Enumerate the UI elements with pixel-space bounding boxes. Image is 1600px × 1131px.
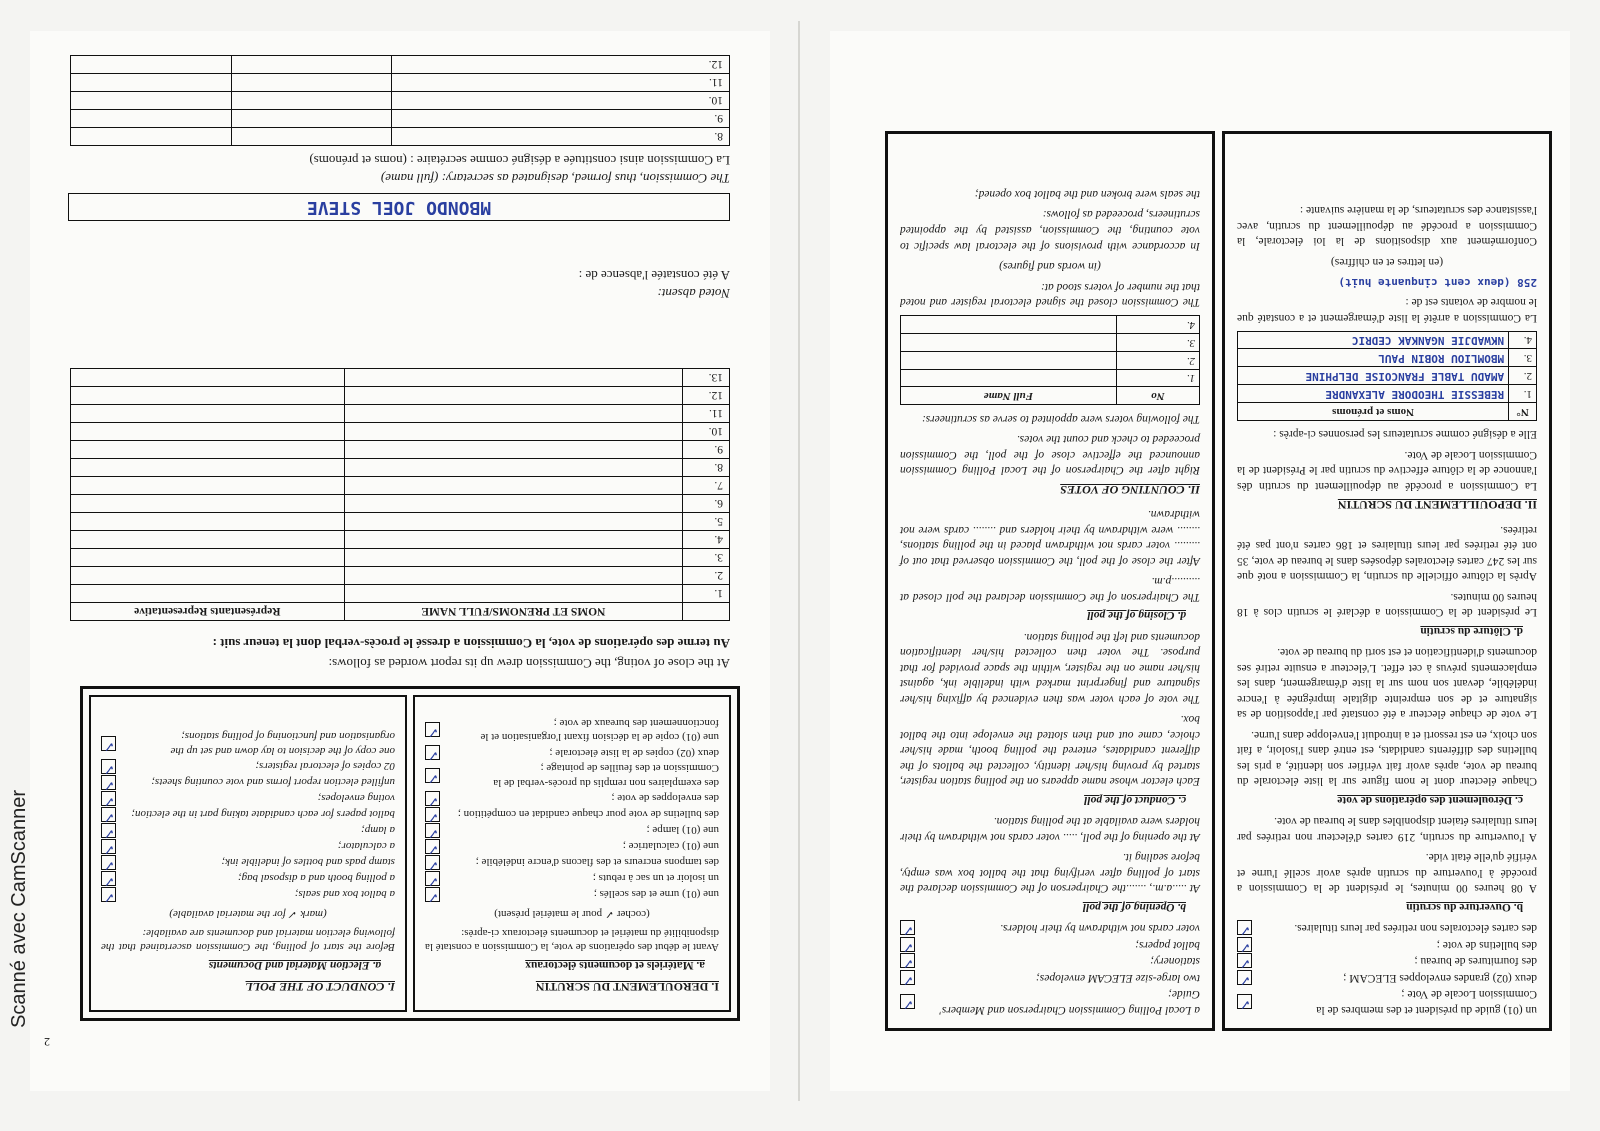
- row-number: 5.: [683, 513, 730, 531]
- checklist-item: [101, 839, 395, 854]
- rep-cell: [71, 441, 345, 459]
- checkbox-icon: [425, 823, 440, 838]
- checkbox-icon: [1237, 937, 1252, 952]
- table-row: [71, 110, 730, 128]
- checkbox-icon: [1237, 994, 1252, 1009]
- opening-text-en: At .....a.m., .......the Chairperson of the Commission declared the start of polling after verifying that the ballot box was empty, before sealing it.: [900, 851, 1200, 895]
- rep-cell: [71, 513, 345, 531]
- conduct-text-fr: Chaque électeur dont le nom figure sur la liste électorale du bureau de vote, après avoir fait vérifier son identité, a pris les bulletins des différents candidats, est entré dans l'isoloir, a fait son choix, en est ressorti et a introduit l'enveloppe dans l'urne.: [1237, 728, 1537, 788]
- checklist-item: [425, 871, 719, 886]
- material-french: [413, 695, 731, 1012]
- checklist-item: [101, 791, 395, 806]
- checkbox-icon: [425, 887, 440, 902]
- row-number: 8.: [392, 128, 730, 146]
- checklist-item: [101, 729, 395, 758]
- checklist-item-label: une (01) copie de la décision fixant l'organisation et le fonctionnement des bureaux de vote ;: [480, 716, 719, 743]
- checkbox-icon: [900, 970, 915, 985]
- checklist-item-label: a ballot box and seals;: [294, 888, 395, 901]
- french-material-list: [1237, 920, 1537, 1017]
- checklist-item: [900, 936, 1200, 952]
- checkbox-icon: [425, 839, 440, 854]
- final-text-en: In accordance with provisions of the electoral law specific to vote counting, the Commission, assisted by the appointed scrutineers, proceeded as follows:: [900, 208, 1200, 252]
- checkbox-icon: [1237, 920, 1252, 935]
- table-row: [71, 423, 730, 441]
- rep-cell: [71, 495, 345, 513]
- checkbox-icon: [101, 855, 116, 870]
- checklist-item-label: stationery;: [1150, 955, 1200, 968]
- opening-text2-fr: A l'ouverture du scrutin, 219 cartes d'électeur non retirées par leurs titulaires étaient disponibles dans le bureau de vote.: [1237, 815, 1537, 843]
- checklist-item: [425, 745, 719, 760]
- scrutineers-table-fr: [1237, 331, 1537, 421]
- checklist-item: [900, 969, 1200, 985]
- name-cell: [344, 369, 682, 387]
- checkbox-icon: [101, 839, 116, 854]
- section-title-en: I. CONDUCT OF THE POLL: [245, 980, 395, 994]
- table-row: [71, 549, 730, 567]
- row-number: 1.: [683, 585, 730, 603]
- reps-col-no: [683, 603, 730, 621]
- table-row: [71, 56, 730, 74]
- material-checklist-en: [101, 729, 395, 902]
- voters-text-fr: La Commission a arrêté la liste d'émargement et a constaté que le nombre de votants est de :: [1237, 296, 1537, 324]
- row-number: 10.: [683, 423, 730, 441]
- counting-text2-en: The following voters were appointed to serve as scrutineers:: [921, 412, 1200, 425]
- row-number: 2.: [683, 567, 730, 585]
- table-row: [71, 513, 730, 531]
- opening-text-fr: A 08 heures 00 minutes, le président de la Commission a procédé à l'ouverture du scrutin après avoir scellé l'urne et vérifié qu'elle était vide.: [1237, 851, 1537, 895]
- table-row: [71, 405, 730, 423]
- minutes-page: [830, 31, 1570, 1091]
- checklist-item: [1237, 936, 1537, 952]
- checkbox-icon: [101, 807, 116, 822]
- checklist-item: [425, 839, 719, 854]
- role-cell: [71, 74, 232, 92]
- sub-a-title-en: a. Election Material and Documents: [208, 959, 381, 972]
- checkbox-icon: [101, 775, 116, 790]
- checkbox-icon: [425, 871, 440, 886]
- checklist-item-label: un isoloir et un sac à rebuts ;: [592, 872, 719, 885]
- checklist-item-label: deux (02) grandes enveloppes ELECAM ;: [1343, 971, 1537, 984]
- members-table: [70, 55, 730, 146]
- checkbox-icon: [101, 887, 116, 902]
- checklist-item: [425, 761, 719, 790]
- sub-a-text-en: Before the start of polling, the Commission ascertained that the following election material and documents are available:: [101, 927, 395, 954]
- table-row: [71, 495, 730, 513]
- checklist-item: [425, 823, 719, 838]
- material-checklist-fr: [425, 715, 719, 901]
- name-cell: [344, 567, 682, 585]
- checklist-item: [1237, 920, 1537, 936]
- role-cell: [71, 128, 232, 146]
- name-cell: [231, 128, 392, 146]
- row-number: 12.: [392, 56, 730, 74]
- absent-fr: A été constatée l'absence de :: [578, 268, 730, 283]
- english-column: [885, 131, 1215, 1031]
- rep-cell: [71, 405, 345, 423]
- reps-col-name: NOMS ET PRENOMS/FULL NAME: [344, 603, 682, 621]
- checkbox-icon: [101, 871, 116, 886]
- table-row: [71, 92, 730, 110]
- secretary-name: MBONDO JOEL STEVE: [306, 197, 492, 218]
- name-cell: [344, 387, 682, 405]
- checklist-item-label: une (01) lampe ;: [646, 824, 719, 837]
- closing-title-en: d. Closing of the poll: [1087, 609, 1186, 622]
- checklist-item: [425, 807, 719, 822]
- checklist-item-label: des cartes électorales non retirées par leurs titulaires.: [1294, 922, 1537, 935]
- voters-hint-fr: (en lettres et en chiffres): [1330, 255, 1444, 268]
- conduct-text2-en: The vote of each voter was then evidenced by affixing his/her signature and fingerprint marked with indelible ink, against his/her name on the register, within the space provided for that purpose. The voter then collected his/her identification documents and left the polling station.: [900, 630, 1200, 705]
- rep-cell: [71, 387, 345, 405]
- sub-a-text-fr: Avant le début des opérations de vote, la Commission a constaté la disponibilité du matériel et documents électoraux ci-après:: [425, 927, 719, 954]
- checklist-item: [900, 953, 1200, 969]
- table-row: 3.: [901, 333, 1200, 351]
- row-number: 8.: [683, 459, 730, 477]
- checklist-item-label: ballot papers for each candidate taking part in the election;: [131, 808, 395, 821]
- checkbox-icon: [425, 791, 440, 806]
- checkbox-icon: [900, 920, 915, 935]
- conduct-text2-fr: Le vote de chaque électeur a été constaté par l'apposition de sa signature et de son empreinte digitale imprégnée à l'encre indélébile, devant son nom sur la liste d'émargement, dans les emplacements prévus à cet effet. L'électeur a ensuite retiré ses documents d'identification et est sorti du bureau de vote.: [1237, 646, 1537, 721]
- checklist-item-label: des tampons encreurs et des flacons d'encre indélébile ;: [475, 856, 719, 869]
- checklist-item-label: des exemplaires non remplis du procès-verbal de la Commission et des feuilles de pointage ;: [493, 762, 719, 789]
- material-section: [80, 686, 740, 1021]
- row-number: 12.: [683, 387, 730, 405]
- checklist-item: [900, 986, 1200, 1017]
- french-column: [1222, 131, 1552, 1031]
- camscanner-watermark: Scanné avec CamScanner: [8, 790, 30, 1028]
- checklist-item: [425, 855, 719, 870]
- row-number: 13.: [683, 369, 730, 387]
- checklist-item-label: des bulletins de vote pour chaque candidat en compétition ;: [457, 808, 719, 821]
- row-number: 9.: [683, 441, 730, 459]
- name-cell: [344, 585, 682, 603]
- checkbox-icon: [425, 855, 440, 870]
- checkbox-icon: [101, 759, 116, 774]
- reps-col-rep: Représentants Representative: [71, 603, 345, 621]
- table-row: 3. MBOMLIOU ROBIN PAUL: [1238, 349, 1537, 367]
- checklist-item: [101, 855, 395, 870]
- table-row: [71, 387, 730, 405]
- section-title-fr: I. DEROULEMENT DU SCRUTIN: [535, 980, 719, 994]
- checklist-item-label: a Local Polling Commission Chairperson and Members' Guide;: [939, 988, 1200, 1016]
- page-fold: [798, 21, 800, 1101]
- checklist-item-label: un (01) guide du président et des membres de la Commission Locale de Vote ;: [1316, 988, 1537, 1016]
- counting-text-en: Right after the Chairperson of the Local Polling Commission announced the effective close of the poll, the Commission proceeded to check and count the votes.: [900, 433, 1200, 477]
- checklist-item-label: unfilled election report forms and vote counting sheets;: [151, 776, 395, 789]
- checkbox-icon: [900, 953, 915, 968]
- table-row: 4.: [901, 316, 1200, 334]
- rep-cell: [71, 423, 345, 441]
- checkbox-icon: [101, 823, 116, 838]
- role-cell: [71, 92, 232, 110]
- checklist-item: [1237, 986, 1537, 1017]
- checklist-item-label: ballot papers;: [1135, 938, 1200, 951]
- table-row: [71, 459, 730, 477]
- rep-cell: [71, 477, 345, 495]
- conduct-title-fr: c. Déroulement des opérations de vote: [1337, 793, 1523, 806]
- checklist-item: [1237, 969, 1537, 985]
- final-item-en: the seals were broken and the ballot box opened;: [974, 187, 1200, 200]
- col-name: Noms et prénoms: [1238, 402, 1509, 420]
- checklist-item-label: des bulletins de vote ;: [1436, 938, 1537, 951]
- conduct-text-en: Each elector whose name appears on the polling station register, started by proving his/her identity, collected the ballots of the different candidates, entered the polling booth, made his/her choice, came out and then slotted the envelope into the ballot box.: [900, 713, 1200, 788]
- row-number: 3.: [683, 549, 730, 567]
- closing-text-fr: Le président de la Commission a déclaré le scrutin clos à 18 heures 00 minutes.: [1237, 590, 1537, 619]
- table-row: [71, 585, 730, 603]
- name-cell: [344, 405, 682, 423]
- conduct-title-en: c. Conduct of the poll: [1084, 793, 1186, 806]
- table-row: 1.: [901, 369, 1200, 387]
- checkbox-icon: [425, 807, 440, 822]
- row-number: 11.: [392, 74, 730, 92]
- opening-title-fr: b. Ouverture du scrutin: [1406, 900, 1523, 913]
- name-cell: [344, 423, 682, 441]
- row-number: 7.: [683, 477, 730, 495]
- voters-count-handwritten: 258 (deux cent cinquante huit): [1338, 275, 1537, 289]
- counting-title-fr: II. DEPOUILLEMENT DU SCRUTIN: [1337, 498, 1537, 513]
- row-number: 6.: [683, 495, 730, 513]
- checkbox-icon: [425, 768, 440, 783]
- checklist-item: [101, 887, 395, 902]
- final-text-fr: Conformément aux dispositions de la loi électorale, la Commission a procédé au dépouillement du scrutin, avec l'assistance des scrutateurs, de la manière suivante :: [1237, 204, 1537, 248]
- secretary-fr: La Commission ainsi constituée a désigné comme secrétaire : (noms et prénoms): [309, 153, 730, 168]
- name-cell: [231, 74, 392, 92]
- intro-fr: Au terme des opérations de vote, la Commission a dressé le procès-verbal dont la teneur suit :: [212, 636, 730, 651]
- name-cell: [344, 477, 682, 495]
- table-row: 2.: [901, 351, 1200, 369]
- checkbox-icon: [425, 745, 440, 760]
- counting-title-en: II. COUNTING OF VOTES: [1060, 482, 1200, 497]
- checkbox-icon: [900, 994, 915, 1009]
- col-name: Full Name: [901, 387, 1117, 405]
- name-cell: [344, 459, 682, 477]
- checklist-item: [900, 920, 1200, 936]
- checklist-item-label: une (01) urne et des scellés ;: [593, 888, 719, 901]
- checklist-item: [101, 775, 395, 790]
- name-cell: [231, 110, 392, 128]
- checklist-item-label: des enveloppes de vote ;: [611, 792, 719, 805]
- table-row: [71, 74, 730, 92]
- rep-cell: [71, 459, 345, 477]
- table-row: [71, 128, 730, 146]
- checkbox-icon: [1237, 953, 1252, 968]
- table-row: [71, 531, 730, 549]
- row-number: 4.: [683, 531, 730, 549]
- secretary-name-box: [68, 193, 730, 221]
- checklist-item-label: une (01) calculatrice ;: [622, 840, 719, 853]
- opening-text2-en: At the opening of the poll, ..... voter cards not withdrawn by their holders were available at the polling station.: [900, 815, 1200, 843]
- checklist-item: [1237, 953, 1537, 969]
- rep-cell: [71, 567, 345, 585]
- name-cell: [344, 513, 682, 531]
- material-english: [89, 695, 407, 1012]
- row-number: 9.: [392, 110, 730, 128]
- row-number: 11.: [683, 405, 730, 423]
- counting-text2-fr: Elle a désigné comme scrutateurs les personnes ci-après :: [1273, 428, 1537, 441]
- checklist-item-label: stamp pads and bottles of indelible ink;: [221, 856, 395, 869]
- name-cell: [344, 549, 682, 567]
- row-number: 10.: [392, 92, 730, 110]
- table-row: 4. NKWADJIE NGANKAK CEDRIC: [1238, 331, 1537, 349]
- checklist-item-label: des fournitures de bureau ;: [1414, 955, 1537, 968]
- intro-en: At the close of voting, the Commission drew up its report worded as follows:: [328, 656, 730, 671]
- name-cell: [231, 56, 392, 74]
- col-no: N°: [1509, 402, 1537, 420]
- counting-text-fr: La Commission a procédé au dépouillement du scrutin dès l'annonce de la clôture effective du scrutin par le Président de la Commission Locale de Vote.: [1237, 448, 1537, 492]
- name-cell: [231, 92, 392, 110]
- checkbox-icon: [101, 791, 116, 806]
- checklist-item-label: one copy of the decision to lay down and set up the organisation and functioning of polling stations;: [170, 730, 395, 757]
- closing-text-en: The Chairperson of the Commission declared the poll closed at ..........p.m.: [900, 575, 1200, 603]
- table-row: [71, 567, 730, 585]
- checklist-item: [425, 715, 719, 744]
- poll-conduct-page: [30, 31, 770, 1091]
- checklist-item-label: 02 copies of electoral registers;: [255, 760, 395, 773]
- checklist-item: [425, 791, 719, 806]
- rep-cell: [71, 369, 345, 387]
- closing-text2-fr: Après la clôture officielle du scrutin, la Commission a noté que sur les 247 cartes électorales déposées dans le bureau de vote, 35 ont été retirées par leurs titulaires et 186 cartes n'ont pas été retirées.: [1237, 523, 1537, 583]
- closing-text2-en: After the close of the poll, the Commission observed that out of ......... voter cards not withdrawn placed in the polling stations, ........ were withdrawn by their holders and ........ cards were not withdrawn.: [900, 508, 1200, 567]
- sub-a-title-fr: a. Matériels et documents électoraux: [525, 959, 705, 972]
- checklist-item: [101, 807, 395, 822]
- checklist-item-label: voter cards not withdrawn by their holders.: [1000, 922, 1200, 935]
- absent-en: Noted absent:: [657, 286, 730, 301]
- sub-a-note-en: (mark ✓ for the material available): [169, 907, 327, 920]
- checkbox-icon: [425, 722, 440, 737]
- english-material-list: [900, 920, 1200, 1017]
- checklist-item-label: two large-size ELECAM envelopes;: [1035, 971, 1200, 984]
- table-row: [71, 441, 730, 459]
- table-row: 1. REBESSIE THEODORE ALEXANDRE: [1238, 385, 1537, 403]
- voters-text-en: The Commission closed the signed electoral register and noted that the number of voters stood at:: [900, 280, 1200, 309]
- role-cell: [71, 56, 232, 74]
- checklist-item-label: a lamp;: [361, 824, 395, 837]
- page-number: 2: [44, 1035, 50, 1049]
- checkbox-icon: [101, 736, 116, 751]
- checklist-item-label: deux (02) copies de la liste électorale ;: [549, 746, 719, 759]
- checklist-item: [101, 823, 395, 838]
- scrutineers-table-en: [900, 315, 1200, 405]
- checklist-item-label: a calculator;: [337, 840, 395, 853]
- name-cell: [344, 531, 682, 549]
- checkbox-icon: [1237, 970, 1252, 985]
- checklist-item: [101, 871, 395, 886]
- rep-cell: [71, 549, 345, 567]
- secretary-en: The Commission, thus formed, designated as secretary: (full name): [380, 171, 730, 186]
- representatives-table: [70, 368, 730, 621]
- voters-hint-en: (in words and figures): [999, 260, 1101, 273]
- checklist-item: [101, 759, 395, 774]
- table-row: [71, 477, 730, 495]
- closing-title-fr: d. Clôture du scrutin: [1420, 624, 1523, 637]
- checklist-item-label: voting envelopes;: [317, 792, 395, 805]
- checklist-item-label: a polling booth and a disposal bag;: [237, 872, 395, 885]
- checklist-item: [425, 887, 719, 902]
- sub-a-note-fr: (cocher ✓ pour le matériel présent): [494, 907, 650, 920]
- opening-title-en: b. Opening of the poll: [1082, 900, 1186, 913]
- rep-cell: [71, 531, 345, 549]
- col-no: No: [1116, 387, 1199, 405]
- table-row: [71, 369, 730, 387]
- role-cell: [71, 110, 232, 128]
- name-cell: [344, 441, 682, 459]
- table-row: 2. AMADU TABLE FRANCOISE DELPHINE: [1238, 367, 1537, 385]
- checkbox-icon: [900, 937, 915, 952]
- name-cell: [344, 495, 682, 513]
- rep-cell: [71, 585, 345, 603]
